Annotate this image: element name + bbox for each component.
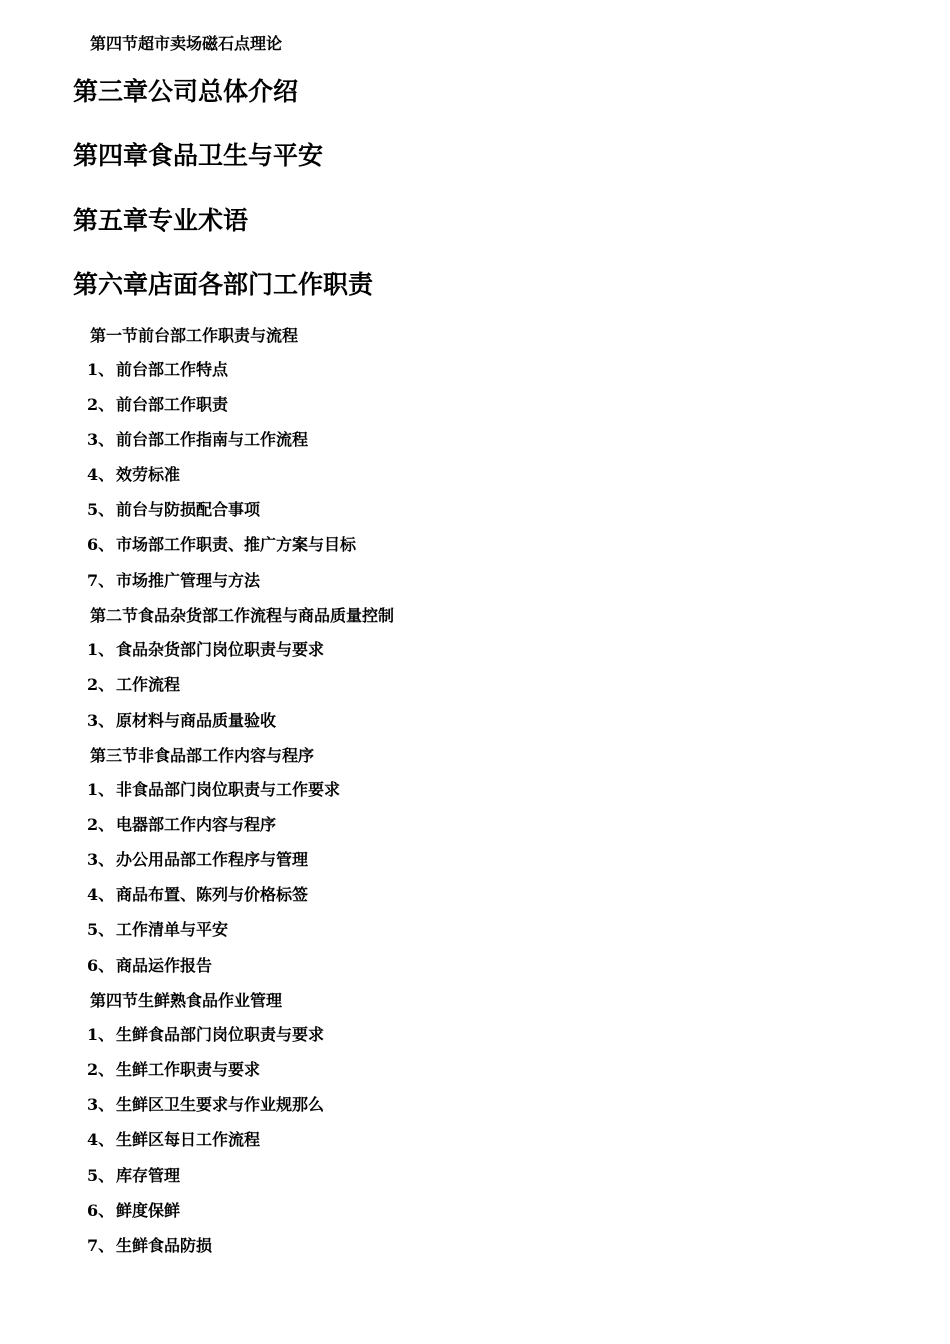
section-heading: 第四节生鲜熟食品作业管理 [90,991,283,1010]
item-text: 生鲜食品部门岗位职责与要求 [116,1025,325,1044]
list-item [87,1095,324,1115]
list-item [87,780,340,800]
item-number: 5、 [87,1166,115,1185]
item-text: 市场部工作职责、推广方案与目标 [116,535,357,554]
item-number: 7、 [87,1236,115,1255]
list-item [87,1236,212,1256]
list-item [87,1060,260,1080]
item-number: 1、 [87,640,115,659]
item-number: 5、 [87,500,115,519]
item-number: 5、 [87,920,115,939]
list-item [87,571,260,591]
list-item [87,920,228,940]
item-number: 2、 [87,395,115,414]
chapter-heading: 第三章公司总体介绍 [73,77,299,106]
section-heading: 第三节非食品部工作内容与程序 [90,746,315,765]
item-text: 前台部工作指南与工作流程 [116,430,309,449]
list-item [87,465,180,485]
list-item [87,1166,180,1186]
item-number: 4、 [87,885,115,904]
list-item [87,850,308,870]
item-text: 前台与防损配合事项 [116,500,261,519]
list-item [87,1130,260,1150]
list-item [87,360,228,380]
item-text: 商品布置、陈列与价格标签 [116,885,309,904]
item-text: 生鲜区每日工作流程 [116,1130,261,1149]
list-item [87,675,180,695]
item-number: 2、 [87,1060,115,1079]
item-text: 电器部工作内容与程序 [116,815,277,834]
item-number: 1、 [87,1025,115,1044]
item-text: 工作清单与平安 [116,920,229,939]
list-item [87,1025,324,1045]
item-text: 库存管理 [116,1166,181,1185]
item-text: 非食品部门岗位职责与工作要求 [116,780,341,799]
item-text: 生鲜区卫生要求与作业规那么 [116,1095,325,1114]
item-text: 原材料与商品质量验收 [116,711,277,730]
item-number: 3、 [87,1095,115,1114]
list-item [87,1201,180,1221]
chapter-heading: 第四章食品卫生与平安 [73,141,324,170]
list-item [87,430,308,450]
list-item [87,956,212,976]
item-number: 2、 [87,675,115,694]
item-number: 3、 [87,711,115,730]
item-number: 3、 [87,850,115,869]
item-text: 效劳标准 [116,465,181,484]
list-item [87,500,260,520]
list-item [87,815,276,835]
item-text: 市场推广管理与方法 [116,571,261,590]
item-number: 1、 [87,780,115,799]
section-heading: 第四节超市卖场磁石点理论 [90,34,283,53]
list-item [87,711,276,731]
item-text: 鲜度保鲜 [116,1201,181,1220]
item-text: 前台部工作职责 [116,395,229,414]
item-text: 食品杂货部门岗位职责与要求 [116,640,325,659]
item-text: 生鲜工作职责与要求 [116,1060,261,1079]
list-item [87,885,308,905]
chapter-heading: 第六章店面各部门工作职责 [73,270,374,299]
item-number: 4、 [87,465,115,484]
item-text: 工作流程 [116,675,181,694]
item-text: 前台部工作特点 [116,360,229,379]
item-text: 生鲜食品防损 [116,1236,213,1255]
item-number: 4、 [87,1130,115,1149]
item-number: 2、 [87,815,115,834]
list-item [87,535,356,555]
section-heading: 第一节前台部工作职责与流程 [90,326,299,345]
section-heading: 第二节食品杂货部工作流程与商品质量控制 [90,606,395,625]
item-text: 商品运作报告 [116,956,213,975]
item-text: 办公用品部工作程序与管理 [116,850,309,869]
item-number: 1、 [87,360,115,379]
item-number: 7、 [87,571,115,590]
list-item [87,395,228,415]
list-item [87,640,324,660]
item-number: 6、 [87,956,115,975]
item-number: 6、 [87,1201,115,1220]
item-number: 6、 [87,535,115,554]
item-number: 3、 [87,430,115,449]
chapter-heading: 第五章专业术语 [73,206,249,235]
